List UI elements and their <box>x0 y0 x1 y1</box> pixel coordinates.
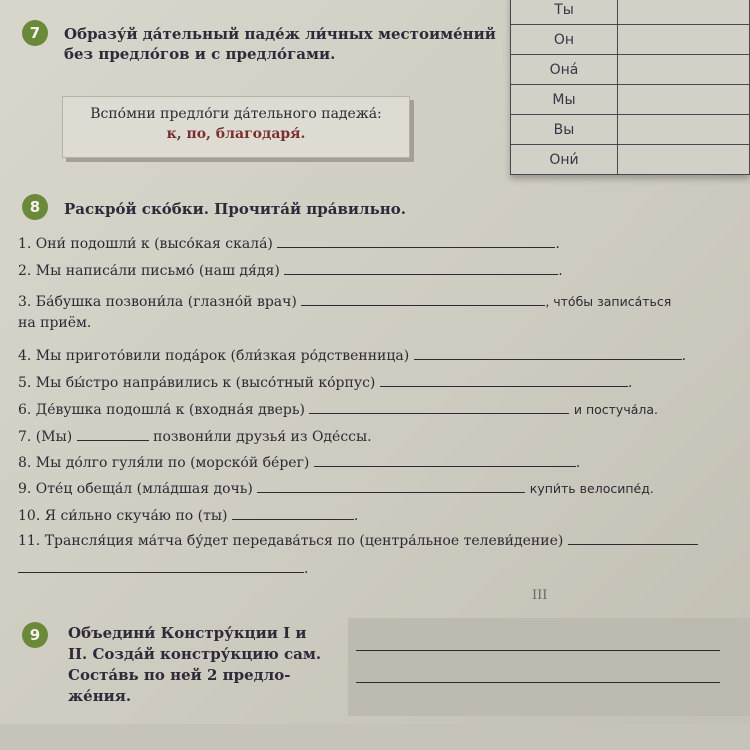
answer-blank[interactable] <box>18 558 304 573</box>
exercise-8-item-10 <box>18 505 358 525</box>
pronoun-cell: Мы <box>511 85 618 115</box>
hint-box <box>62 96 410 158</box>
item-tail: . <box>575 455 581 471</box>
exercise-8-number: 8 <box>22 194 48 220</box>
hint-line1: Вспо́мни предло́ги да́тельного падежа́: <box>90 106 382 122</box>
answer-blank[interactable] <box>301 291 545 306</box>
bottom-edge <box>0 724 750 750</box>
table-row <box>511 115 750 145</box>
exercise-8-item-9 <box>18 478 654 498</box>
pronoun-cell: Она́ <box>511 55 618 85</box>
item-tail: купи́ть велосипе́д. <box>529 481 654 496</box>
exercise-7-title-line2: без предло́гов и с предло́гами. <box>64 45 336 63</box>
exercise-9-line2: II. Созда́й констру́кцию сам. <box>68 645 322 663</box>
item-text: 9. Оте́ц обеща́л (мла́дшая дочь) <box>18 481 253 497</box>
table-row <box>511 25 750 55</box>
exercise-8-item-8 <box>18 452 580 472</box>
item-text: 8. Мы до́лго гуля́ли по (морско́й бе́рег) <box>18 455 310 471</box>
answer-blank[interactable] <box>77 426 149 441</box>
item-tail: , что́бы записа́ться <box>545 294 672 309</box>
answer-blank[interactable] <box>309 399 569 414</box>
exercise-9-line3: Соста́вь по ней 2 предло- <box>68 666 291 684</box>
answer-cell[interactable] <box>618 55 750 85</box>
answer-line-1[interactable] <box>356 650 720 651</box>
answer-cell[interactable] <box>618 25 750 55</box>
item-text: 7. (Мы) <box>18 429 73 445</box>
answer-area <box>348 618 750 716</box>
exercise-8-item-11-cont <box>18 558 308 578</box>
item-tail: . <box>627 375 633 391</box>
table-row <box>511 0 750 25</box>
exercise-9-number: 9 <box>22 622 48 648</box>
item-text: 3. Ба́бушка позвони́ла (глазно́й врач) <box>18 294 297 310</box>
exercise-8-title: Раскро́й ско́бки. Прочита́й пра́вильно. <box>64 200 407 218</box>
item-tail: позвони́ли друзья́ из Оде́ссы. <box>153 429 372 445</box>
item-text: 6. Де́вушка подошла́ к (входна́я дверь) <box>18 402 305 418</box>
exercise-8-item-3-cont <box>18 314 91 332</box>
pronoun-cell: Ты <box>511 0 618 25</box>
answer-blank[interactable] <box>314 452 576 467</box>
hint-prepositions: к, по, благодаря́. <box>166 126 306 142</box>
answer-cell[interactable] <box>618 145 750 175</box>
item-tail: . <box>555 236 560 252</box>
answer-cell[interactable] <box>618 115 750 145</box>
item-text: 4. Мы пригото́вили пода́рок (бли́зкая ро́дственница) <box>18 348 410 364</box>
pronoun-cell: Он <box>511 25 618 55</box>
exercise-8-item-11 <box>18 530 698 550</box>
exercise-9-line4: же́ния. <box>68 687 132 705</box>
exercise-8-item-2 <box>18 260 563 280</box>
table-row <box>511 85 750 115</box>
answer-blank[interactable] <box>380 372 628 387</box>
table-row <box>511 145 750 175</box>
item-text: 2. Мы написа́ли письмо́ (наш дя́дя) <box>18 263 280 279</box>
answer-blank[interactable] <box>284 260 558 275</box>
exercise-8-item-7 <box>18 426 372 446</box>
exercise-8-item-4 <box>18 345 686 365</box>
exercise-7-number: 7 <box>22 20 48 46</box>
answer-blank[interactable] <box>257 478 525 493</box>
item-text: 11. Трансля́ция ма́тча бу́дет передава́ться по (центра́льное телеви́дение) <box>18 533 564 549</box>
item-tail: . <box>558 263 563 279</box>
answer-blank[interactable] <box>277 233 555 248</box>
exercise-8-item-6 <box>18 399 658 419</box>
roman-numeral-label: III <box>532 588 548 603</box>
answer-blank[interactable] <box>414 345 682 360</box>
item-text: 1. Они́ подошли́ к (высо́кая скала́) <box>18 236 273 252</box>
exercise-9-title <box>68 623 321 707</box>
exercise-8-item-3 <box>18 291 671 311</box>
answer-cell[interactable] <box>618 0 750 25</box>
exercise-7-title <box>64 24 496 64</box>
exercise-7-title-line1: Образу́й да́тельный паде́ж ли́чных местоиме́ний <box>64 25 496 43</box>
item-tail: . <box>304 561 309 577</box>
exercise-9-line1: Объедини́ Констру́кции I и <box>68 624 307 642</box>
answer-cell[interactable] <box>618 85 750 115</box>
item-tail: . <box>681 348 687 364</box>
answer-line-2[interactable] <box>356 682 720 683</box>
answer-blank[interactable] <box>568 530 698 545</box>
item-text: 5. Мы бы́стро напра́вились к (высо́тный ко́рпус) <box>18 375 376 391</box>
table-row <box>511 55 750 85</box>
item-tail: . <box>353 508 359 524</box>
item-text: 10. Я си́льно скуча́ю по (ты) <box>18 508 228 524</box>
pronoun-cell: Вы <box>511 115 618 145</box>
answer-blank[interactable] <box>232 505 354 520</box>
item-text: на приём. <box>18 315 92 331</box>
pronoun-cell: Они́ <box>511 145 618 175</box>
item-tail: и постуча́ла. <box>573 402 658 417</box>
exercise-8-item-1 <box>18 233 560 253</box>
exercise-8-item-5 <box>18 372 632 392</box>
pronoun-table <box>510 0 750 175</box>
